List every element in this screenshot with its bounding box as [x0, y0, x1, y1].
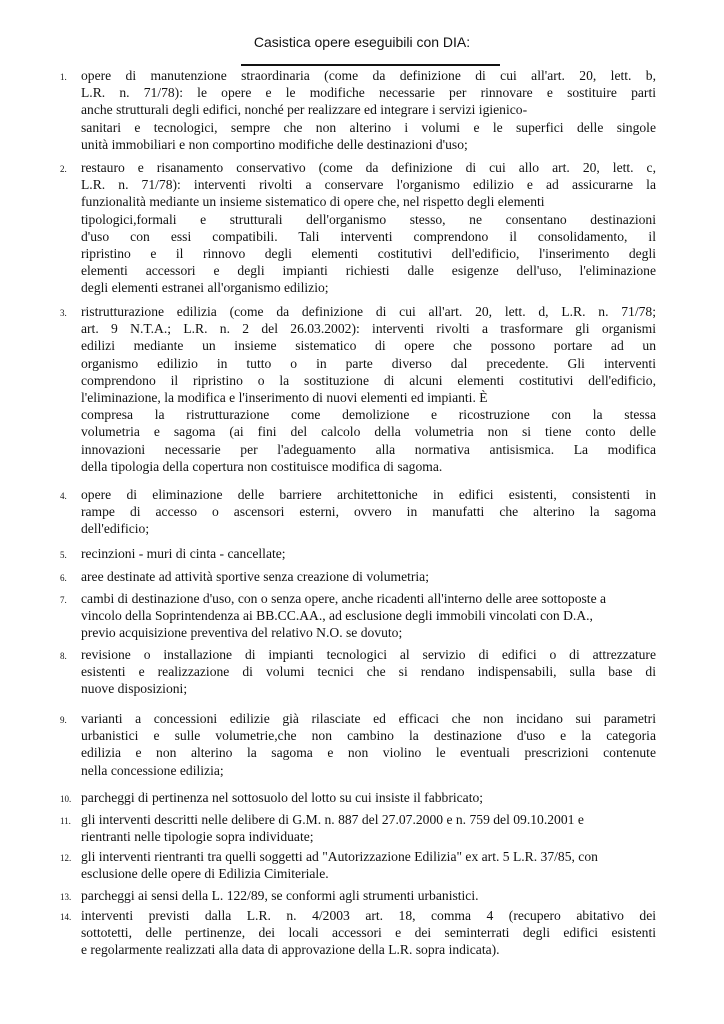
- item-text-line: nella concessione edilizia;: [81, 762, 224, 778]
- item-text-line: sanitari e tecnologici, sempre che non alterino i volumi e le superfici delle singole: [81, 119, 656, 135]
- item-text-line: parcheggi di pertinenza nel sottosuolo del lotto su cui insiste il fabbricato;: [81, 790, 484, 805]
- item-text: [81, 486, 656, 538]
- item-text-line: L.R. n. 71/78): le opere e le modifiche necessarie per rinnovare e sostituire parti: [81, 85, 656, 101]
- item-text-line: previo acquisizione preventiva del relativo N.O. se dovuto;: [81, 625, 403, 641]
- item-text: [81, 789, 656, 806]
- item-number: 11.: [60, 816, 71, 826]
- item-number: 1.: [60, 72, 67, 82]
- item-number: 3.: [60, 308, 67, 318]
- item-text-line: urbanistici e sulle volumetrie,che non cambino la destinazione d'uso e la categoria: [81, 728, 656, 744]
- item-text-line: e regolarmente realizzati alla data di approvazione della L.R. sopra indicata).: [81, 942, 500, 958]
- item-text-line: della tipologia della copertura non costituisce modifica di sagoma.: [81, 458, 443, 474]
- item-text: [81, 67, 656, 153]
- item-text-line: degli elementi estranei all'organismo edilizio;: [81, 280, 329, 296]
- item-text-line: nuove disposizioni;: [81, 681, 188, 697]
- item-text-line: esistenti e realizzazione di volumi tecnici che si rendano indispensabili, sulla base di: [81, 664, 656, 680]
- item-text-line: esclusione delle opere di Edilizia Cimiteriale.: [81, 866, 329, 882]
- item-text-line: volumetria e sagoma (ai fini del calcolo della volumetria non si tiene conto delle: [81, 424, 656, 440]
- item-text-line: aree destinate ad attività sportive senza creazione di volumetria;: [81, 569, 429, 584]
- item-text-line: gli interventi rientranti tra quelli soggetti ad "Autorizzazione Edilizia" ex art. 5 L.R. 37/85, con: [81, 849, 598, 864]
- item-text-line: revisione o installazione di impianti tecnologici al servizio di edifici o di attrezzature: [81, 647, 656, 662]
- item-text-line: ripristino e il rinnovo degli elementi costitutivi dell'edificio, l'inserimento degli: [81, 246, 656, 262]
- item-text-line: elementi accessori e degli impianti richiesti dalle esigenze dell'uso, l'eliminazione: [81, 263, 656, 279]
- item-number: 4.: [60, 491, 67, 501]
- item-text: [81, 159, 656, 297]
- item-number: 12.: [60, 853, 72, 863]
- title-underline: [241, 64, 500, 66]
- item-text: [81, 568, 656, 585]
- item-text-line: tipologici,formali e strutturali dell'organismo stesso, ne consentano destinazioni: [81, 211, 656, 227]
- item-text: [81, 907, 656, 959]
- item-text-line: L.R. n. 71/78): interventi rivolti a conservare l'organismo edilizio e ad assicurarne la: [81, 177, 656, 193]
- item-text: [81, 710, 656, 779]
- item-number: 14.: [60, 912, 72, 922]
- item-text-line: ristrutturazione edilizia (come da definizione di cui all'art. 20, lett. d, L.R. n. 71/78;: [81, 304, 656, 319]
- item-text-line: vincolo della Soprintendenza ai BB.CC.AA., ad esclusione degli immobili vincolati con D.A.,: [81, 608, 593, 624]
- item-text-line: compresa la ristrutturazione come demolizione e ricostruzione con la stessa: [81, 407, 656, 423]
- item-text: [81, 303, 656, 475]
- item-text-line: art. 9 N.T.A.; L.R. n. 2 del 26.03.2002): interventi rivolti a trasformare gli organismi: [81, 321, 656, 337]
- item-text: [81, 848, 656, 882]
- item-number: 10.: [60, 794, 72, 804]
- item-text-line: gli interventi descritti nelle delibere di G.M. n. 887 del 27.07.2000 e n. 759 del 09.10.2001 e: [81, 812, 584, 827]
- item-number: 8.: [60, 651, 67, 661]
- item-text-line: restauro e risanamento conservativo (come da definizione di cui allo art. 20, lett. c,: [81, 160, 656, 175]
- item-text: [81, 545, 656, 562]
- item-text-line: recinzioni - muri di cinta - cancellate;: [81, 546, 286, 561]
- item-text-line: edilizia e non alterino la sagoma e non violino le eventuali prescrizioni contenute: [81, 745, 656, 761]
- item-text-line: innovazioni necessarie per l'adeguamento alla normativa antisismica. La modifica: [81, 441, 656, 457]
- page-title: Casistica opere eseguibili con DIA:: [253, 34, 471, 50]
- item-number: 6.: [60, 573, 67, 583]
- item-text-line: comprendono il ripristino o la sostituzione di alcuni elementi costitutivi dell'edificio,: [81, 372, 656, 388]
- item-number: 9.: [60, 715, 67, 725]
- item-text-line: d'uso con essi compatibili. Tali interventi comprendono il consolidamento, il: [81, 228, 656, 244]
- item-text-line: interventi previsti dalla L.R. n. 4/2003 art. 18, comma 4 (recupero abitativo dei: [81, 908, 656, 923]
- item-text-line: edilizi mediante un insieme sistematico di opere che possono portare ad un: [81, 338, 656, 354]
- item-text-line: rientranti nelle tipologie sopra individuate;: [81, 829, 314, 845]
- item-text-line: funzionalità mediante un insieme sistematico di opere che, nel rispetto degli elementi: [81, 194, 545, 210]
- item-text-line: opere di eliminazione delle barriere architettoniche in edifici esistenti, consistenti in: [81, 487, 656, 502]
- item-text: [81, 590, 656, 642]
- item-text: [81, 811, 656, 845]
- item-text-line: rampe di accesso o ascensori esterni, ovvero in manufatti che alterino la sagoma: [81, 504, 656, 520]
- item-text-line: sottotetti, delle pertinenze, dei locali accessori e dei seminterrati degli edifici esistenti: [81, 925, 656, 941]
- item-text: [81, 646, 656, 698]
- item-text-line: l'eliminazione, la modifica e l'inserimento di nuovi elementi ed impianti. È: [81, 390, 488, 406]
- item-text-line: varianti a concessioni edilizie già rilasciate ed efficaci che non incidano sui parametri: [81, 711, 656, 726]
- item-text-line: unità immobiliari e non comportino modifiche delle destinazioni d'uso;: [81, 136, 468, 152]
- item-number: 2.: [60, 164, 67, 174]
- item-text-line: organismo edilizio in tutto o in parte diverso dal precedente. Gli interventi: [81, 355, 656, 371]
- item-text-line: anche strutturali degli edifici, nonché per realizzare ed integrare i servizi igienico-: [81, 102, 528, 118]
- item-number: 7.: [60, 595, 67, 605]
- item-number: 5.: [60, 550, 67, 560]
- item-text: [81, 887, 656, 904]
- item-text-line: dell'edificio;: [81, 521, 150, 537]
- item-number: 13.: [60, 892, 72, 902]
- item-text-line: cambi di destinazione d'uso, con o senza opere, anche ricadenti all'interno delle aree sottoposte a: [81, 591, 607, 606]
- item-text-line: parcheggi ai sensi della L. 122/89, se conformi agli strumenti urbanistici.: [81, 888, 479, 903]
- item-text-line: opere di manutenzione straordinaria (come da definizione di cui all'art. 20, lett. b,: [81, 68, 656, 83]
